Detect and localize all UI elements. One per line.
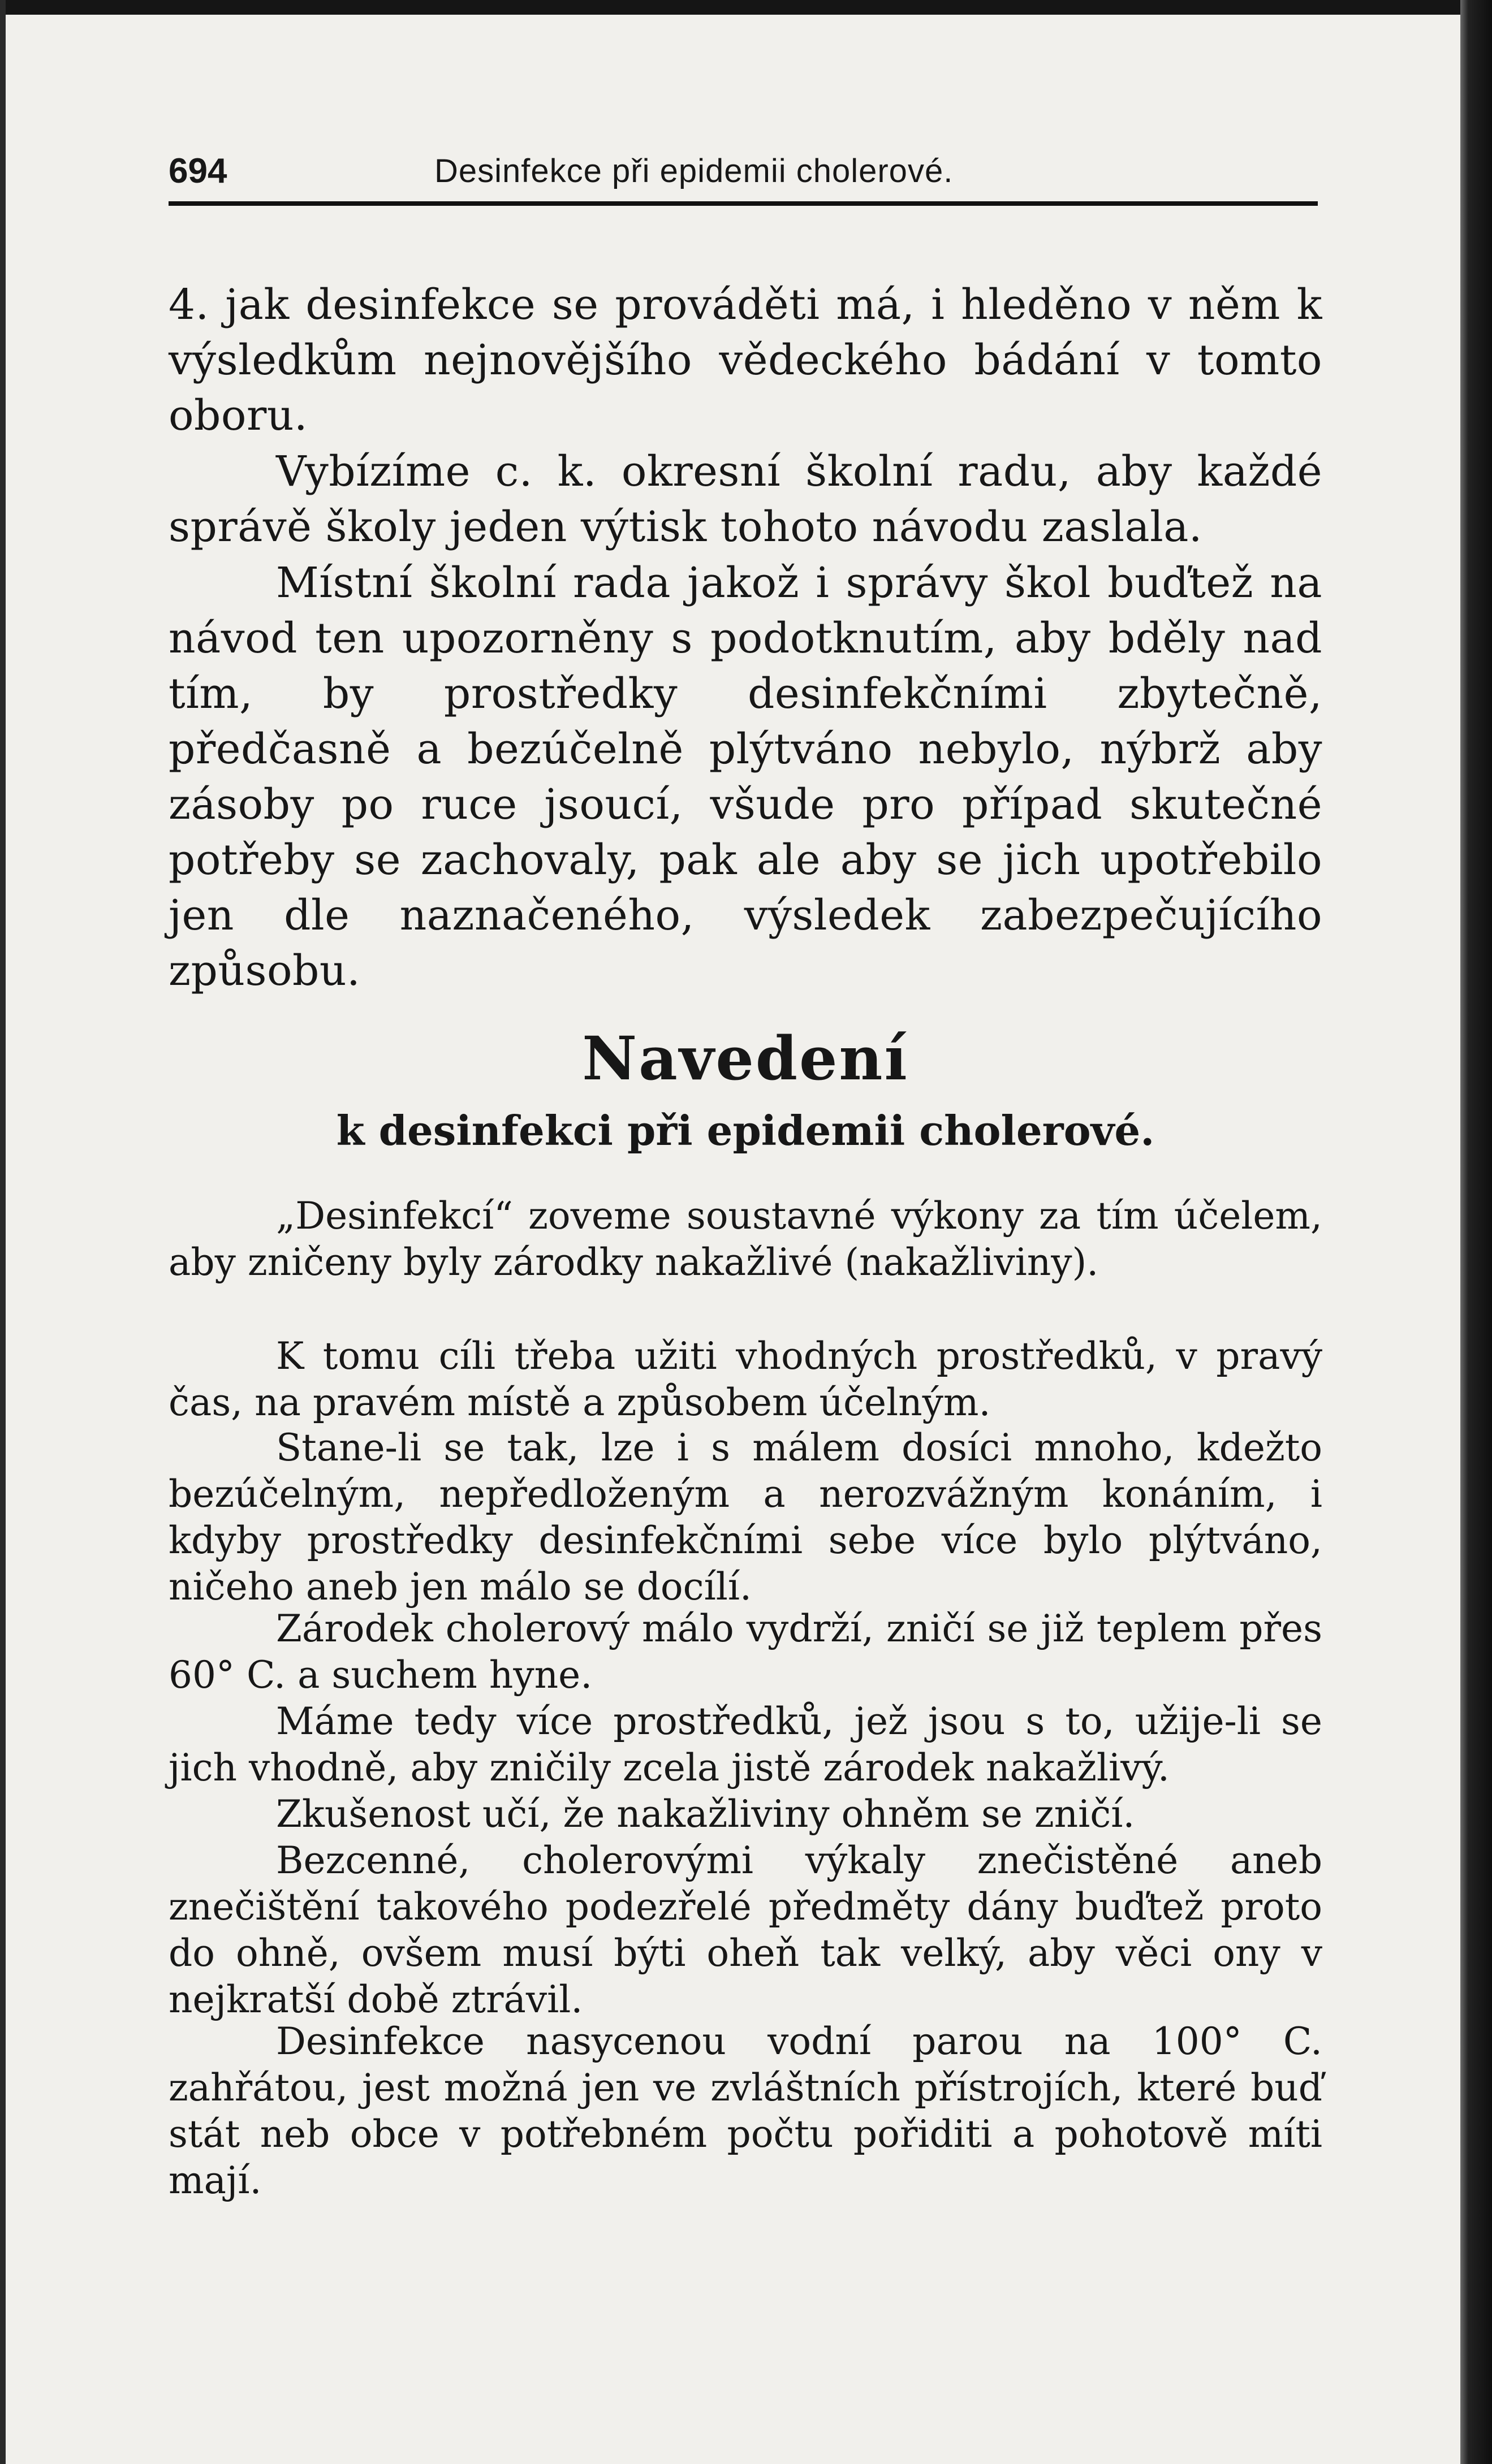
section-title: Navedení: [582, 1023, 909, 1093]
header-rule: [169, 201, 1318, 206]
paragraph-decree-2: Vybízíme c. k. okresní školní radu, aby každé správě školy jeden výtisk tohoto návodu zaslala.: [169, 447, 1322, 551]
paragraph-instructions-7: Bezcenné, cholerovými výkaly znečistěné aneb znečištění takového podezřelé předměty dány buďtež proto do ohně, ovšem musí býti oheň tak velký, aby věci ony v nejkratší době ztrávil.: [169, 1839, 1322, 2021]
paragraph-instructions-3: Stane-li se tak, lze i s málem dosíci mnoho, kdežto bezúčelným, nepředloženým a nerozvážným konáním, i kdyby prostředky desinfekčními sebe více bylo plýtváno, ničeho aneb jen málo se docílí.: [169, 1426, 1322, 1609]
paragraph-instructions-5: Máme tedy více prostředků, jež jsou s to, užije-li se jich vhodně, aby zničily zcela jistě zárodek nakažlivý.: [169, 1700, 1322, 1789]
paragraph-instructions-6: Zkušenost učí, že nakažliviny ohněm se zničí.: [276, 1792, 1135, 1836]
running-head: [169, 148, 1317, 193]
paragraph-instructions-1: „Desinfekcí“ zoveme soustavné výkony za tím účelem, aby zničeny byly zárodky nakažlivé (nakažliviny).: [169, 1194, 1322, 1284]
section-subtitle: k desinfekci při epidemii cholerové.: [336, 1106, 1155, 1155]
scan-edge-left: [0, 0, 6, 2464]
paragraph-decree-1: 4. jak desinfekce se prováděti má, i hleděno v něm k výsledkům nejnovějšího vědeckého bádání v tomto oboru.: [169, 280, 1322, 440]
running-title: Desinfekce při epidemii cholerové.: [434, 153, 954, 189]
paragraph-instructions-2: K tomu cíli třeba užiti vhodných prostředků, v pravý čas, na pravém místě a způsobem účelným.: [169, 1334, 1322, 1424]
paragraph-decree-3: Místní školní rada jakož i správy škol buďtež na návod ten upozorněny s podotknutím, aby bděly nad tím, by prostředky desinfekčními zbytečně, předčasně a bezúčelně plýtváno nebylo, nýbrž aby zásoby po ruce jsoucí, všude pro případ skutečné potřeby se zachovaly, pak ale aby se jich upotřebilo jen dle naznačeného, výsledek zabezpečujícího způsobu.: [169, 559, 1322, 995]
paragraph-instructions-4: Zárodek cholerový málo vydrží, zničí se již teplem přes 60° C. a suchem hyne.: [169, 1607, 1322, 1697]
paragraph-instructions-8: Desinfekce nasycenou vodní parou na 100° C. zahřátou, jest možná jen ve zvláštních přístrojích, které buď stát neb obce v potřebném počtu pořiditi a pohotově míti mají.: [169, 2020, 1322, 2202]
scan-edge-right: [1460, 0, 1492, 2464]
page-number: 694: [169, 152, 227, 191]
scan-edge-top: [0, 0, 1492, 15]
